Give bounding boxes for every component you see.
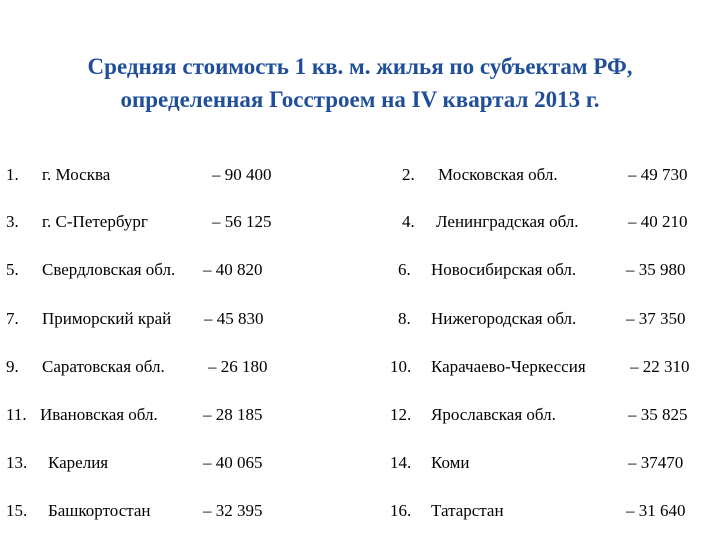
item-number: 9. <box>6 357 19 376</box>
item-number: 11. <box>6 405 27 424</box>
item-number: 3. <box>6 212 19 231</box>
item-price: – 35 980 <box>626 260 686 279</box>
item-region: Коми <box>431 453 470 472</box>
list-item <box>0 499 360 523</box>
item-price: – 49 730 <box>628 165 688 184</box>
item-price: – 26 180 <box>208 357 268 376</box>
item-price: – 32 395 <box>203 501 263 520</box>
item-price: – 28 185 <box>203 405 263 424</box>
list-item <box>360 163 720 187</box>
list-item <box>0 210 360 234</box>
list-item <box>0 258 360 282</box>
item-number: 2. <box>402 165 415 184</box>
item-region: Саратовская обл. <box>42 357 165 376</box>
item-number: 16. <box>390 501 412 520</box>
item-number: 10. <box>390 357 412 376</box>
list-item <box>360 258 720 282</box>
list-item <box>0 307 360 331</box>
list-item <box>0 451 360 475</box>
item-region: Новосибирская обл. <box>431 260 577 279</box>
item-price: – 40 210 <box>628 212 688 231</box>
item-number: 8. <box>398 309 411 328</box>
item-price: – 56 125 <box>212 212 272 231</box>
title-line-1: Средняя стоимость 1 кв. м. жилья по субъектам РФ, <box>87 54 633 79</box>
item-region: г. Москва <box>42 165 111 184</box>
item-region: Ярославская обл. <box>431 405 556 424</box>
item-number: 13. <box>6 453 28 472</box>
item-region: Московская обл. <box>438 165 558 184</box>
title-line-2: определенная Госстроем на IV квартал 2013 г. <box>120 87 600 112</box>
list-item <box>0 355 360 379</box>
item-region: Свердловская обл. <box>42 260 176 279</box>
item-region: Башкортостан <box>48 501 151 520</box>
item-number: 15. <box>6 501 28 520</box>
list-item <box>360 210 720 234</box>
list-item <box>360 499 720 523</box>
list-item <box>360 355 720 379</box>
item-number: 6. <box>398 260 411 279</box>
item-price: – 31 640 <box>626 501 686 520</box>
item-price: – 22 310 <box>630 357 690 376</box>
list-item <box>0 163 360 187</box>
item-number: 12. <box>390 405 412 424</box>
item-number: 1. <box>6 165 19 184</box>
item-number: 5. <box>6 260 19 279</box>
list-item <box>0 403 360 427</box>
item-region: Карачаево-Черкессия <box>431 357 586 376</box>
list-item <box>360 403 720 427</box>
item-number: 4. <box>402 212 415 231</box>
item-region: Татарстан <box>431 501 504 520</box>
list-item <box>360 307 720 331</box>
item-price: – 35 825 <box>628 405 688 424</box>
item-price: – 40 065 <box>203 453 263 472</box>
item-region: Карелия <box>48 453 109 472</box>
item-region: Приморский край <box>42 309 172 328</box>
item-region: Нижегородская обл. <box>431 309 577 328</box>
item-number: 7. <box>6 309 19 328</box>
item-price: – 37 350 <box>626 309 686 328</box>
item-price: – 40 820 <box>203 260 263 279</box>
item-region: Ивановская обл. <box>40 405 158 424</box>
item-price: – 90 400 <box>212 165 272 184</box>
item-region: Ленинградская обл. <box>436 212 579 231</box>
item-number: 14. <box>390 453 412 472</box>
item-price: – 37470 <box>628 453 684 472</box>
list-item <box>360 451 720 475</box>
item-price: – 45 830 <box>204 309 264 328</box>
item-region: г. С-Петербург <box>42 212 148 231</box>
